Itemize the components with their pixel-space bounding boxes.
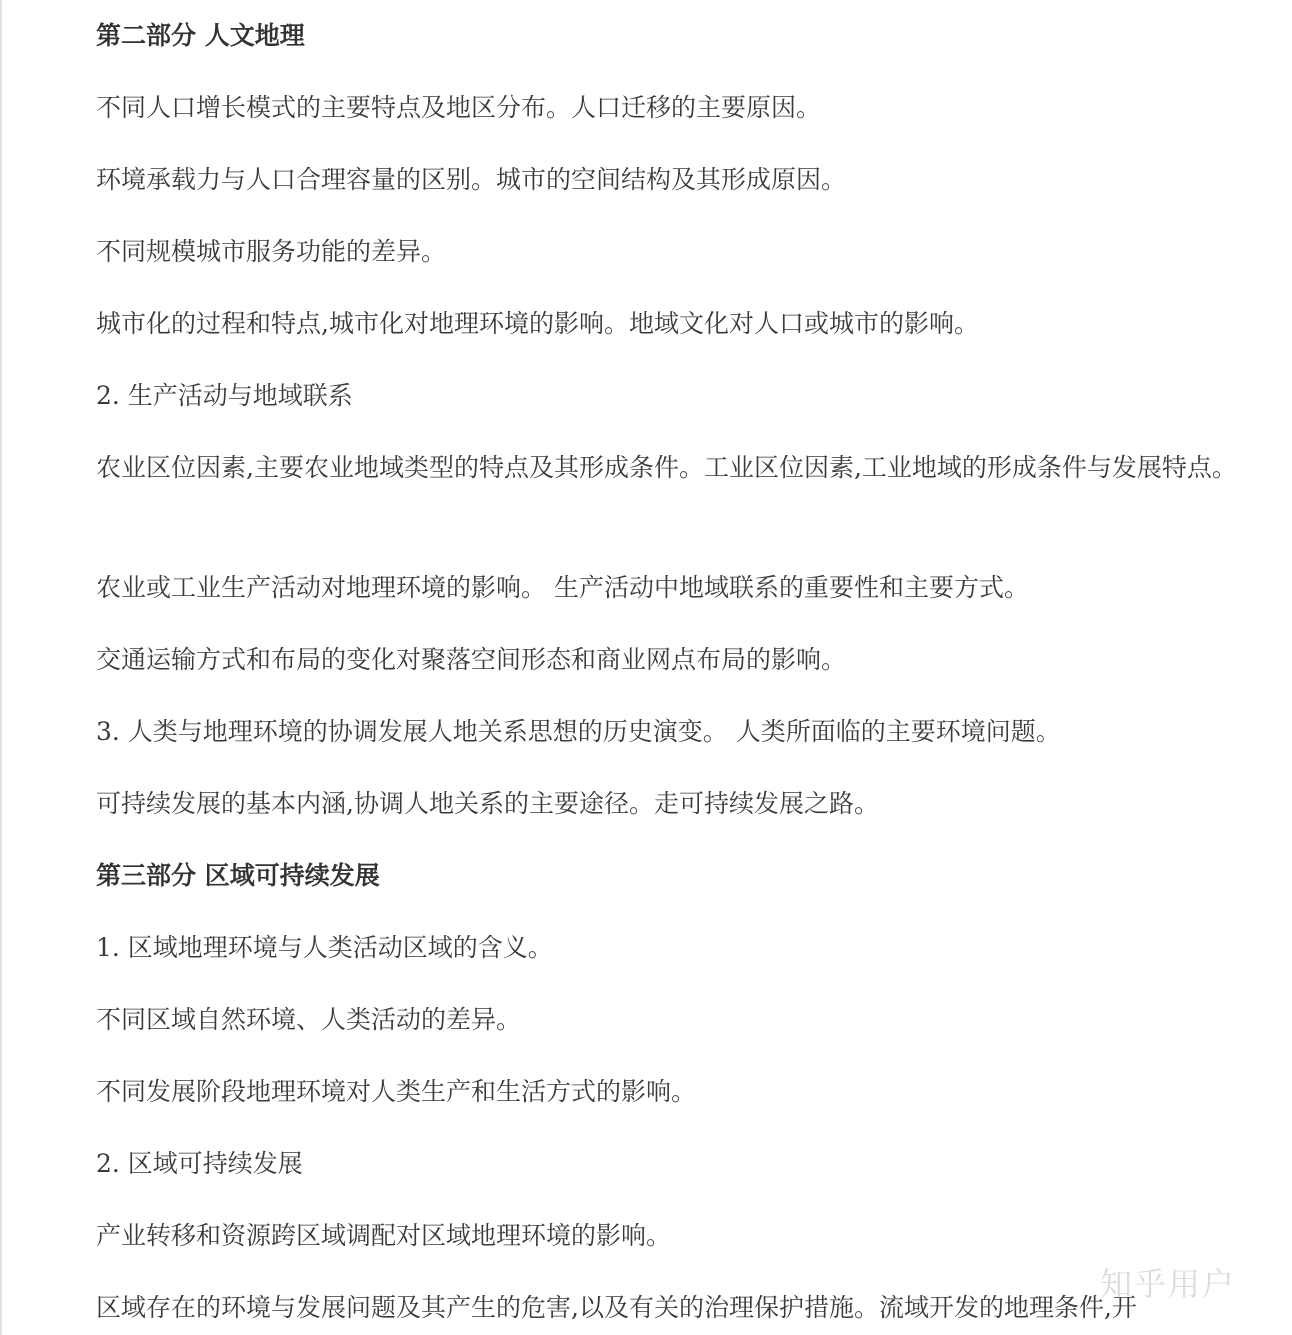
subsection-heading: 2. 区域可持续发展 xyxy=(96,1149,303,1178)
paragraph: 区域存在的环境与发展问题及其产生的危害,以及有关的治理保护措施。流域开发的地理条件,开 xyxy=(96,1293,1137,1322)
paragraph: 交通运输方式和布局的变化对聚落空间形态和商业网点布局的影响。 xyxy=(96,645,847,674)
left-border xyxy=(0,0,2,1335)
section-heading: 第三部分 区域可持续发展 xyxy=(96,861,380,890)
zhihu-watermark: 知乎用户 xyxy=(1100,1265,1237,1303)
section-heading: 第二部分 人文地理 xyxy=(96,21,305,50)
subsection-heading: 1. 区域地理环境与人类活动区域的含义。 xyxy=(96,933,553,962)
paragraph: 产业转移和资源跨区域调配对区域地理环境的影响。 xyxy=(96,1221,672,1250)
paragraph: 农业或工业生产活动对地理环境的影响。 生产活动中地域联系的重要性和主要方式。 xyxy=(96,573,1029,602)
paragraph: 城市化的过程和特点,城市化对地理环境的影响。地域文化对人口或城市的影响。 xyxy=(96,309,979,338)
subsection-heading: 3. 人类与地理环境的协调发展人地关系思想的历史演变。 人类所面临的主要环境问题。 xyxy=(96,717,1061,746)
paragraph: 不同规模城市服务功能的差异。 xyxy=(96,237,447,266)
paragraph: 不同发展阶段地理环境对人类生产和生活方式的影响。 xyxy=(96,1077,697,1106)
paragraph: 农业区位因素,主要农业地域类型的特点及其形成条件。工业区位因素,工业地域的形成条件与发展特点。 xyxy=(96,453,1237,482)
paragraph: 不同区域自然环境、人类活动的差异。 xyxy=(96,1005,522,1034)
paragraph: 环境承载力与人口合理容量的区别。城市的空间结构及其形成原因。 xyxy=(96,165,847,194)
paragraph: 可持续发展的基本内涵,协调人地关系的主要途径。走可持续发展之路。 xyxy=(96,789,879,818)
paragraph: 不同人口增长模式的主要特点及地区分布。人口迁移的主要原因。 xyxy=(96,93,822,122)
subsection-heading: 2. 生产活动与地域联系 xyxy=(96,381,353,410)
